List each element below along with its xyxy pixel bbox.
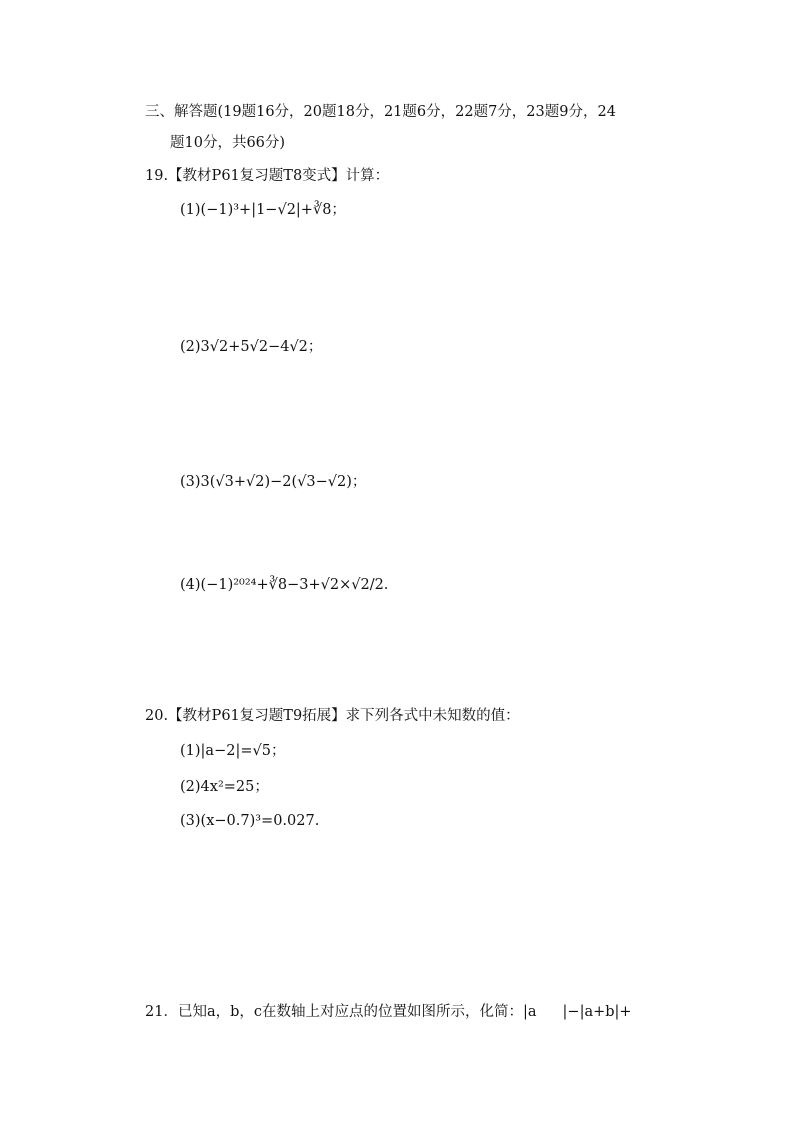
section-heading-continuation: 题10分，共66分) (170, 135, 286, 151)
question-19-part-2: (2)3√2+5√2−4√2； (180, 339, 323, 355)
question-20-part-1: (1)|a−2|=√5； (180, 743, 286, 759)
question-21-header (145, 1002, 632, 1022)
question-19-part-3: (3)3(√3+√2)−2(√3−√2)； (180, 474, 367, 490)
question-19-part-1: (1)(−1)³+|1−√2|+∛8； (180, 202, 346, 218)
question-20-header: 20.【教材P61复习题T9拓展】求下列各式中未知数的值： (145, 708, 520, 724)
question-20-part-3: (3)(x−0.7)³=0.027. (180, 813, 320, 829)
question-19-part-4: (4)(−1)²⁰²⁴+∛8−3+√2×√2/2. (180, 577, 389, 593)
question-20-part-2: (2)4x²=25； (180, 779, 269, 795)
question-21-text: 21．已知a，b，c在数轴上对应点的位置如图所示，化简：|a (145, 1004, 537, 1020)
section-heading: 三、解答题(19题16分，20题18分，21题6分，22题7分，23题9分，24 (145, 104, 616, 120)
question-21-text-continued: |−|a+b|+ (562, 1004, 632, 1020)
question-19-header: 19.【教材P61复习题T8变式】计算： (145, 168, 390, 184)
